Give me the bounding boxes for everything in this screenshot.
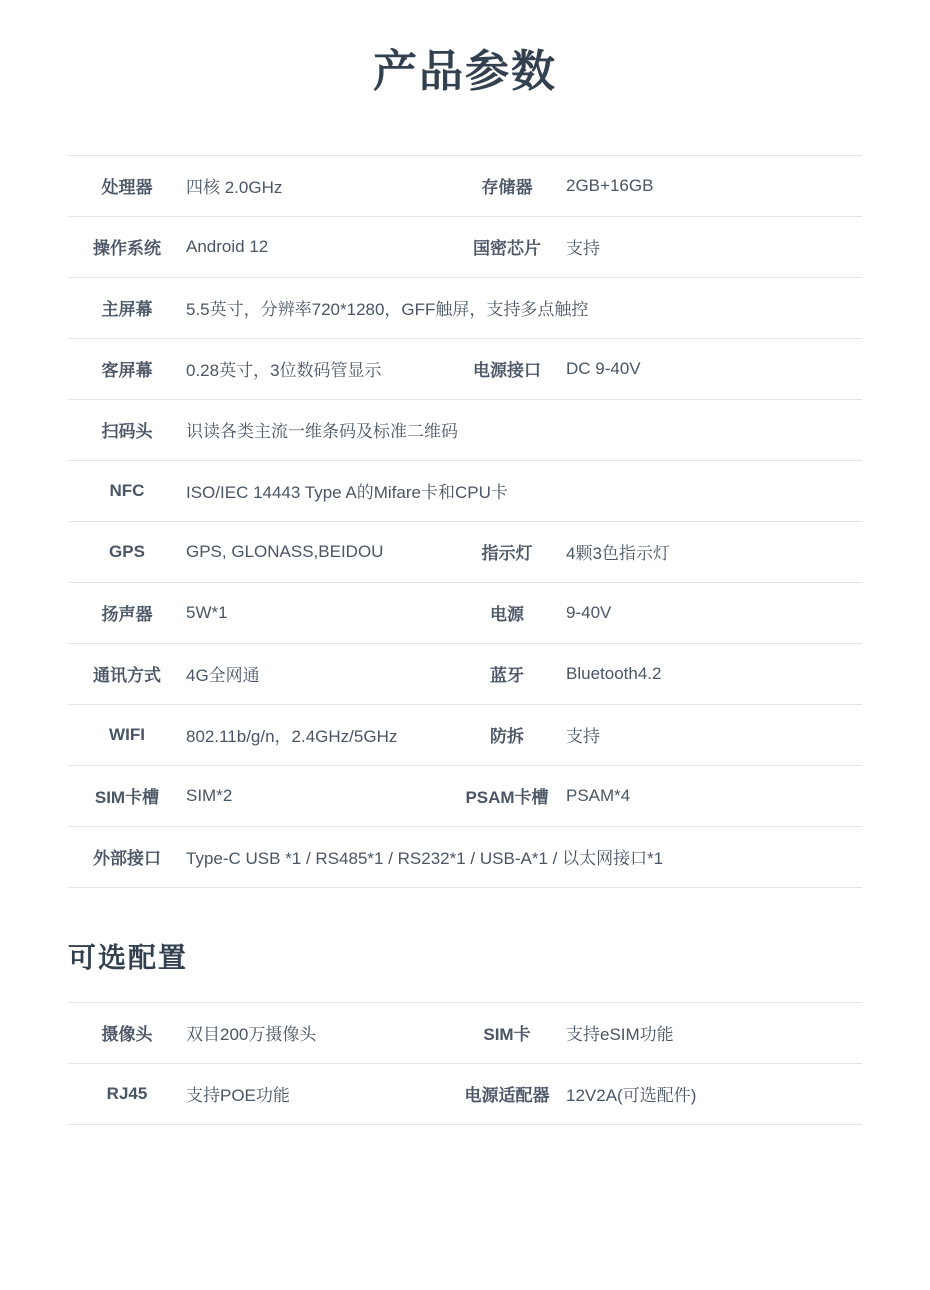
row-label-comm: 通讯方式 bbox=[93, 666, 161, 686]
row-value-os: Android 12 bbox=[186, 236, 269, 256]
row-value-psam-slot: PSAM*4 bbox=[566, 785, 631, 805]
row-label-indicator: 指示灯 bbox=[481, 544, 533, 564]
row-label-tamper: 防拆 bbox=[490, 727, 524, 747]
row-label-external-ports: 外部接口 bbox=[93, 849, 161, 869]
row-value-tamper: 支持 bbox=[566, 727, 600, 747]
row-label-power: 电源 bbox=[490, 605, 524, 625]
row-value-nfc: ISO/IEC 14443 Type A的Mifare卡和CPU卡 bbox=[186, 483, 508, 503]
row-label-nfc: NFC bbox=[109, 480, 145, 500]
row-label-camera: 摄像头 bbox=[101, 1025, 153, 1045]
row-value-gps: GPS, GLONASS,BEIDOU bbox=[186, 541, 384, 561]
spec-table bbox=[68, 155, 862, 888]
page-title: 产品参数 bbox=[373, 47, 557, 96]
row-label-sim-slot: SIM卡槽 bbox=[94, 788, 160, 808]
table-row bbox=[68, 338, 862, 399]
optional-config-table bbox=[68, 1002, 862, 1125]
row-label-power-port: 电源接口 bbox=[473, 361, 541, 381]
row-value-indicator: 4颗3色指示灯 bbox=[566, 544, 670, 564]
table-row bbox=[68, 704, 862, 765]
row-value-comm: 4G全网通 bbox=[186, 666, 260, 686]
row-value-wifi: 802.11b/g/n，2.4GHz/5GHz bbox=[186, 727, 398, 747]
table-row bbox=[68, 643, 862, 704]
row-label-customer-screen: 客屏幕 bbox=[101, 361, 153, 381]
table-row bbox=[68, 521, 862, 582]
table-row bbox=[68, 765, 862, 826]
row-label-gps: GPS bbox=[109, 541, 145, 561]
row-label-rj45: RJ45 bbox=[106, 1083, 148, 1103]
row-label-bluetooth: 蓝牙 bbox=[490, 666, 524, 686]
table-row bbox=[68, 826, 862, 887]
row-value-speaker: 5W*1 bbox=[186, 602, 228, 622]
section-title-optional: 可选配置 bbox=[68, 941, 189, 973]
row-label-sim-card: SIM卡 bbox=[483, 1025, 531, 1045]
row-label-speaker: 扬声器 bbox=[101, 605, 153, 625]
row-value-camera: 双目200万摄像头 bbox=[186, 1025, 317, 1045]
row-value-processor: 四核 2.0GHz bbox=[186, 178, 283, 198]
row-value-storage: 2GB+16GB bbox=[566, 175, 654, 195]
row-value-power-adapter: 12V2A(可选配件) bbox=[566, 1086, 697, 1106]
row-label-storage: 存储器 bbox=[481, 178, 533, 198]
row-label-sm-chip: 国密芯片 bbox=[473, 239, 541, 259]
row-label-power-adapter: 电源适配器 bbox=[464, 1086, 550, 1106]
row-value-power-port: DC 9-40V bbox=[566, 358, 641, 378]
row-value-sim-card: 支持eSIM功能 bbox=[566, 1025, 674, 1045]
row-value-sim-slot: SIM*2 bbox=[186, 785, 233, 805]
table-row bbox=[68, 155, 862, 216]
row-label-psam-slot: PSAM卡槽 bbox=[465, 788, 549, 808]
row-value-power: 9-40V bbox=[566, 602, 612, 622]
table-row bbox=[68, 1063, 862, 1124]
row-value-rj45: 支持POE功能 bbox=[186, 1086, 290, 1106]
table-row bbox=[68, 216, 862, 277]
table-row bbox=[68, 582, 862, 643]
row-label-scanner: 扫码头 bbox=[101, 422, 153, 442]
row-label-main-screen: 主屏幕 bbox=[101, 300, 153, 320]
row-label-os: 操作系统 bbox=[93, 239, 161, 259]
row-value-customer-screen: 0.28英寸，3位数码管显示 bbox=[186, 361, 382, 381]
table-row bbox=[68, 1002, 862, 1063]
row-value-sm-chip: 支持 bbox=[566, 239, 600, 259]
row-value-bluetooth: Bluetooth4.2 bbox=[566, 663, 662, 683]
row-label-processor: 处理器 bbox=[101, 178, 153, 198]
table-row bbox=[68, 277, 862, 338]
row-value-main-screen: 5.5英寸，分辨率720*1280，GFF触屏，支持多点触控 bbox=[186, 300, 589, 320]
row-value-scanner: 识读各类主流一维条码及标准二维码 bbox=[186, 422, 458, 442]
table-row bbox=[68, 460, 862, 521]
row-label-wifi: WIFI bbox=[109, 724, 145, 744]
table-row bbox=[68, 399, 862, 460]
row-value-external-ports: Type-C USB *1 / RS485*1 / RS232*1 / USB-A*1 / 以太网接口*1 bbox=[186, 849, 664, 869]
